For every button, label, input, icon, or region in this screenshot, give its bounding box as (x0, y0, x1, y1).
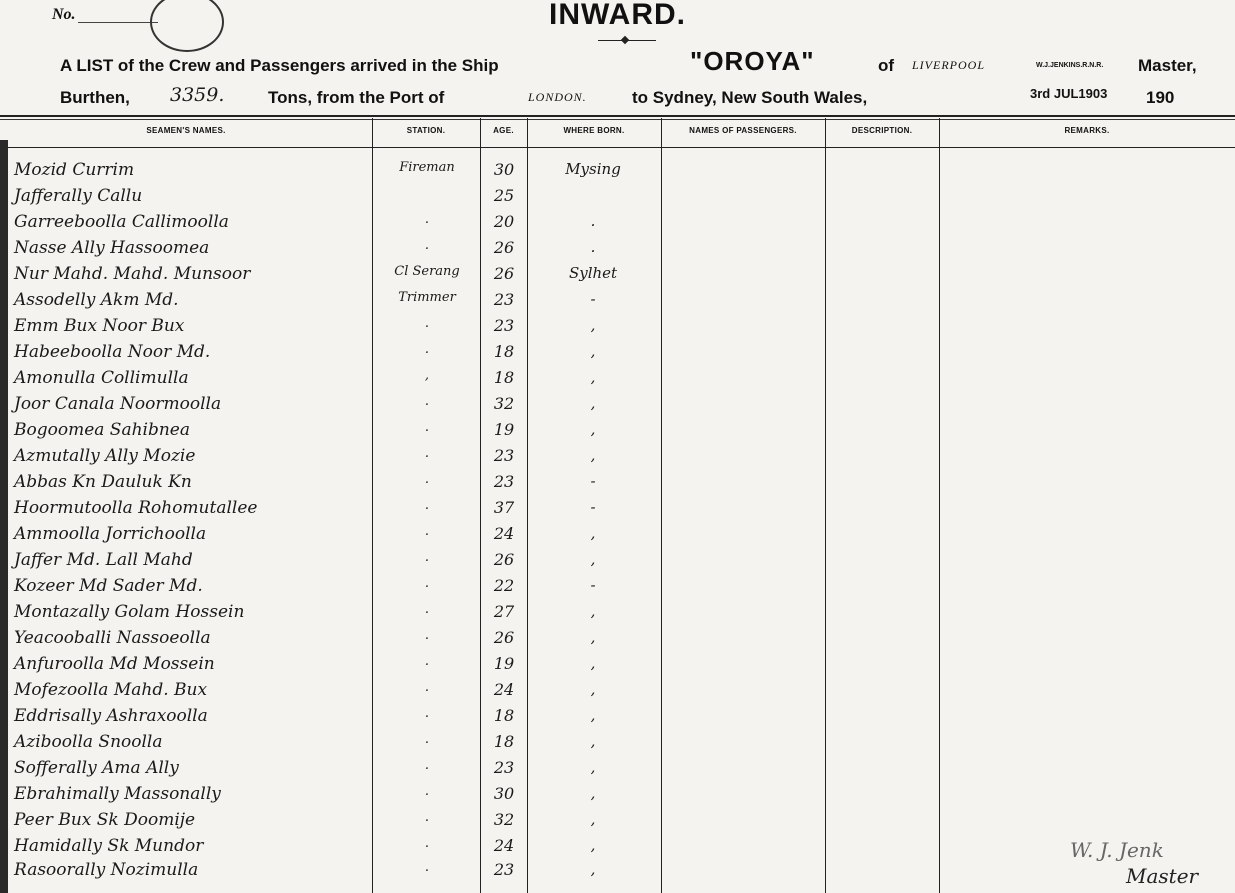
seaman-station: . (424, 654, 430, 669)
date-stamp: 3rd JUL1903 (1030, 86, 1108, 101)
table-row (0, 706, 1235, 732)
seaman-birthplace: , (590, 732, 596, 750)
destination: to Sydney, New South Wales, (632, 88, 868, 107)
seaman-age: 19 (493, 420, 515, 439)
seaman-station: . (424, 316, 430, 331)
seaman-age: 37 (493, 498, 515, 517)
seaman-birthplace: , (590, 836, 596, 854)
seaman-age: 26 (493, 264, 515, 283)
seaman-name: Hoormutoolla Rohomutallee (14, 498, 258, 518)
tons-label: Tons, from the Port of (268, 88, 445, 107)
seaman-birthplace: , (590, 860, 596, 878)
seaman-station: . (424, 212, 430, 227)
seaman-station: . (424, 732, 430, 747)
table-row (0, 524, 1235, 550)
column-header-where-born: WHERE BORN. (563, 126, 625, 135)
seaman-name: Eddrisally Ashraxoolla (14, 706, 208, 726)
table-row (0, 394, 1235, 420)
seaman-age: 23 (493, 472, 515, 491)
seaman-age: 22 (493, 576, 515, 595)
table-row (0, 810, 1235, 836)
table-row (0, 420, 1235, 446)
seaman-name: Nur Mahd. Mahd. Munsoor (14, 264, 251, 284)
seaman-birthplace: , (590, 394, 596, 412)
seaman-age: 24 (493, 680, 515, 699)
table-row (0, 550, 1235, 576)
seaman-name: Anfuroolla Md Mossein (14, 654, 215, 674)
table-row (0, 836, 1235, 862)
table-row (0, 576, 1235, 602)
table-top-rule-thin (0, 119, 1235, 120)
seaman-station: . (424, 420, 430, 435)
seaman-name: Sofferally Ama Ally (14, 758, 179, 778)
table-row (0, 290, 1235, 316)
seaman-birthplace: Sylhet (568, 264, 618, 282)
seaman-name: Joor Canala Noormoolla (14, 394, 222, 414)
seaman-name: Nasse Ally Hassoomea (14, 238, 210, 258)
ship-name: "OROYA" (690, 46, 815, 76)
seaman-birthplace: , (590, 810, 596, 828)
table-row (0, 680, 1235, 706)
seaman-name: Yeacooballi Nassoeolla (14, 628, 211, 648)
column-header-names-of-passengers: NAMES OF PASSENGERS. (689, 126, 797, 135)
seaman-age: 30 (493, 160, 515, 179)
table-top-rule (0, 115, 1235, 117)
seaman-birthplace: . (590, 238, 596, 256)
seaman-birthplace: . (590, 212, 596, 230)
seaman-station: . (424, 394, 430, 409)
seaman-name: Habeeboolla Noor Md. (14, 342, 211, 362)
seaman-name: Hamidally Sk Mundor (14, 836, 204, 856)
seaman-birthplace: - (590, 290, 596, 308)
column-header-description: DESCRIPTION. (851, 126, 913, 135)
port-of-registry: LIVERPOOL (912, 58, 985, 72)
seaman-birthplace: , (590, 420, 596, 438)
seaman-age: 26 (493, 550, 515, 569)
seaman-station: . (424, 810, 430, 825)
column-header-remarks: REMARKS. (1064, 126, 1110, 135)
column-header-age: AGE. (493, 126, 514, 135)
seaman-name: Montazally Golam Hossein (14, 602, 245, 622)
seaman-station: , (424, 368, 430, 383)
table-row (0, 758, 1235, 784)
seaman-name: Jafferally Callu (14, 186, 143, 206)
table-row (0, 446, 1235, 472)
year-prefix: 190 (1146, 88, 1175, 107)
seaman-name: Bogoomea Sahibnea (14, 420, 190, 440)
seaman-age: 32 (493, 810, 515, 829)
seaman-station: . (424, 860, 430, 875)
seaman-age: 18 (493, 342, 515, 361)
seaman-birthplace: - (590, 498, 596, 516)
master-signature: W. J. Jenk (1070, 838, 1164, 862)
table-row (0, 732, 1235, 758)
seaman-age: 23 (493, 758, 515, 777)
seaman-age: 26 (493, 238, 515, 257)
seaman-birthplace: , (590, 706, 596, 724)
table-row (0, 342, 1235, 368)
seaman-name: Assodelly Akm Md. (14, 290, 179, 310)
master-signature-title: Master (1126, 864, 1199, 888)
seaman-station: . (424, 238, 430, 253)
seaman-age: 24 (493, 524, 515, 543)
seaman-age: 18 (493, 706, 515, 725)
table-row (0, 212, 1235, 238)
seaman-name: Abbas Kn Dauluk Kn (14, 472, 192, 492)
seaman-name: Mofezoolla Mahd. Bux (14, 680, 208, 700)
table-row (0, 602, 1235, 628)
seaman-name: Rasoorally Nozimulla (14, 860, 199, 880)
seaman-age: 20 (493, 212, 515, 231)
seaman-birthplace: , (590, 628, 596, 646)
seaman-birthplace: - (590, 576, 596, 594)
seaman-age: 24 (493, 836, 515, 855)
seaman-station: . (424, 628, 430, 643)
burthen-value: 3359. (170, 84, 225, 106)
seaman-name: Peer Bux Sk Doomije (14, 810, 196, 830)
table-row (0, 238, 1235, 264)
seaman-station: . (424, 784, 430, 799)
seaman-station: . (424, 342, 430, 357)
seaman-birthplace: , (590, 602, 596, 620)
seaman-birthplace: Mysing (565, 160, 621, 178)
seaman-birthplace: , (590, 446, 596, 464)
table-row (0, 498, 1235, 524)
seaman-age: 26 (493, 628, 515, 647)
table-row (0, 186, 1235, 212)
column-header-rule (0, 147, 1235, 148)
seaman-birthplace: , (590, 758, 596, 776)
seaman-age: 23 (493, 860, 515, 879)
seaman-birthplace: - (590, 472, 596, 490)
list-intro: A LIST of the Crew and Passengers arrived in the Ship (60, 56, 499, 75)
seaman-station: . (424, 472, 430, 487)
master-name-stamp: W.J.JENKINS.R.N.R. (1036, 62, 1104, 69)
seaman-station: . (424, 576, 430, 591)
table-row (0, 628, 1235, 654)
seaman-name: Ebrahimally Massonally (14, 784, 221, 804)
seaman-station: . (424, 446, 430, 461)
seaman-age: 18 (493, 368, 515, 387)
table-row (0, 860, 1235, 886)
seaman-birthplace: , (590, 654, 596, 672)
seaman-age: 23 (493, 446, 515, 465)
seaman-station: . (424, 498, 430, 513)
column-header-seamen-names: SEAMEN'S NAMES. (146, 126, 226, 135)
seaman-station: . (424, 836, 430, 851)
seaman-station: Cl Serang (394, 264, 460, 279)
seaman-station: . (424, 758, 430, 773)
seaman-age: 18 (493, 732, 515, 751)
table-row (0, 264, 1235, 290)
table-row (0, 784, 1235, 810)
seaman-station: . (424, 524, 430, 539)
seaman-name: Azmutally Ally Mozie (14, 446, 196, 466)
table-row (0, 472, 1235, 498)
seaman-birthplace: , (590, 784, 596, 802)
of-label: of (878, 56, 895, 75)
seaman-name: Kozeer Md Sader Md. (14, 576, 203, 596)
seaman-age: 23 (493, 290, 515, 309)
seaman-age: 19 (493, 654, 515, 673)
table-row (0, 654, 1235, 680)
seaman-age: 30 (493, 784, 515, 803)
seaman-station: . (424, 550, 430, 565)
seaman-name: Aziboolla Snoolla (14, 732, 163, 752)
seaman-age: 27 (493, 602, 515, 621)
seaman-name: Ammoolla Jorrichoolla (14, 524, 207, 544)
seaman-birthplace: , (590, 342, 596, 360)
seaman-birthplace: , (590, 316, 596, 334)
table-row (0, 368, 1235, 394)
seaman-birthplace: , (590, 550, 596, 568)
master-label: Master, (1138, 56, 1197, 75)
column-header-station: STATION. (406, 126, 446, 135)
seaman-name: Garreeboolla Callimoolla (14, 212, 229, 232)
seaman-station: Fireman (399, 160, 455, 175)
seaman-name: Amonulla Collimulla (14, 368, 189, 388)
seaman-birthplace: , (590, 680, 596, 698)
page-title: INWARD. (549, 0, 686, 31)
from-port: LONDON. (528, 90, 587, 104)
seaman-station: . (424, 706, 430, 721)
burthen-label: Burthen, (60, 88, 130, 107)
seaman-name: Mozid Currim (14, 160, 135, 180)
seaman-age: 25 (493, 186, 515, 205)
seaman-name: Jaffer Md. Lall Mahd (14, 550, 193, 570)
title-rule-diamond (621, 36, 629, 44)
table-row (0, 160, 1235, 186)
seaman-station: . (424, 680, 430, 695)
seaman-birthplace: , (590, 524, 596, 542)
seaman-age: 32 (493, 394, 515, 413)
seaman-station: Trimmer (398, 290, 456, 305)
seaman-station: . (424, 602, 430, 617)
seaman-age: 23 (493, 316, 515, 335)
number-label: No. (52, 6, 76, 23)
seaman-name: Emm Bux Noor Bux (14, 316, 185, 336)
seaman-birthplace: , (590, 368, 596, 386)
table-row (0, 316, 1235, 342)
